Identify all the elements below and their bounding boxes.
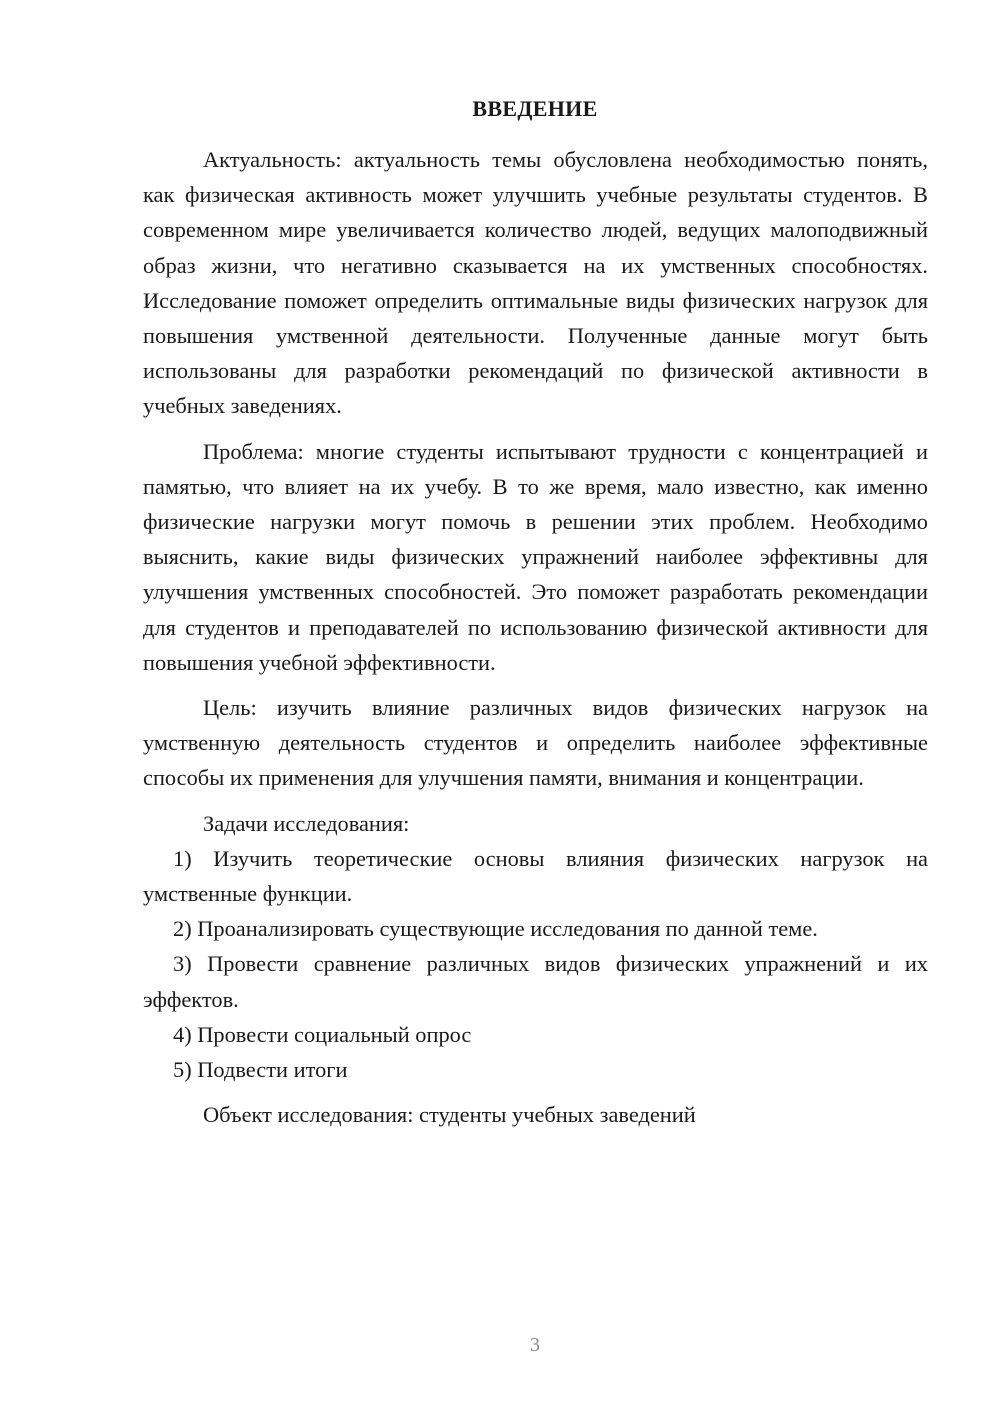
task-item-4: 4) Провести социальный опрос xyxy=(173,1021,472,1047)
research-object: Объект исследования: студенты учебных заведений xyxy=(203,1102,696,1128)
task-item-2: 2) Проанализировать существующие исследования по данной теме. xyxy=(173,916,818,942)
document-body xyxy=(143,142,928,1132)
relevance-paragraph: Актуальность: актуальность темы обусловлена необходимостью понять, как физическая активность может улучшить учебные результаты студентов. В современном мире увеличивается количество людей, ведущих малоподвижный образ жизни, что негативно сказывается на их умственных способностях. Исследование поможет определить оптимальные виды физических нагрузок для повышения умственной деятельности. Полученные данные могут быть использованы для разработки рекомендаций по физической активности в учебных заведениях. xyxy=(143,147,928,419)
task-item-3: 3) Провести сравнение различных видов физических упражнений и их эффектов. xyxy=(143,951,928,1012)
goal-paragraph: Цель: изучить влияние различных видов физических нагрузок на умственную деятельность студентов и определить наиболее эффективные способы их применения для улучшения памяти, внимания и концентрации. xyxy=(143,695,928,791)
page-heading: ВВЕДЕНИЕ xyxy=(472,96,598,121)
page-number: 3 xyxy=(530,1334,540,1356)
task-item-5: 5) Подвести итоги xyxy=(173,1057,348,1083)
task-item-1: 1) Изучить теоретические основы влияния физических нагрузок на умственные функции. xyxy=(143,845,928,907)
tasks-heading: Задачи исследования: xyxy=(203,810,410,836)
problem-paragraph: Проблема: многие студенты испытывают трудности с концентрацией и памятью, что влияет на их учебу. В то же время, мало известно, как именно физические нагрузки могут помочь в решении этих проблем. Необходимо выяснить, какие виды физических упражнений наиболее эффективны для улучшения умственных способностей. Это поможет разработать рекомендации для студентов и преподавателей по использованию физической активности для повышения учебной эффективности. xyxy=(143,438,928,675)
